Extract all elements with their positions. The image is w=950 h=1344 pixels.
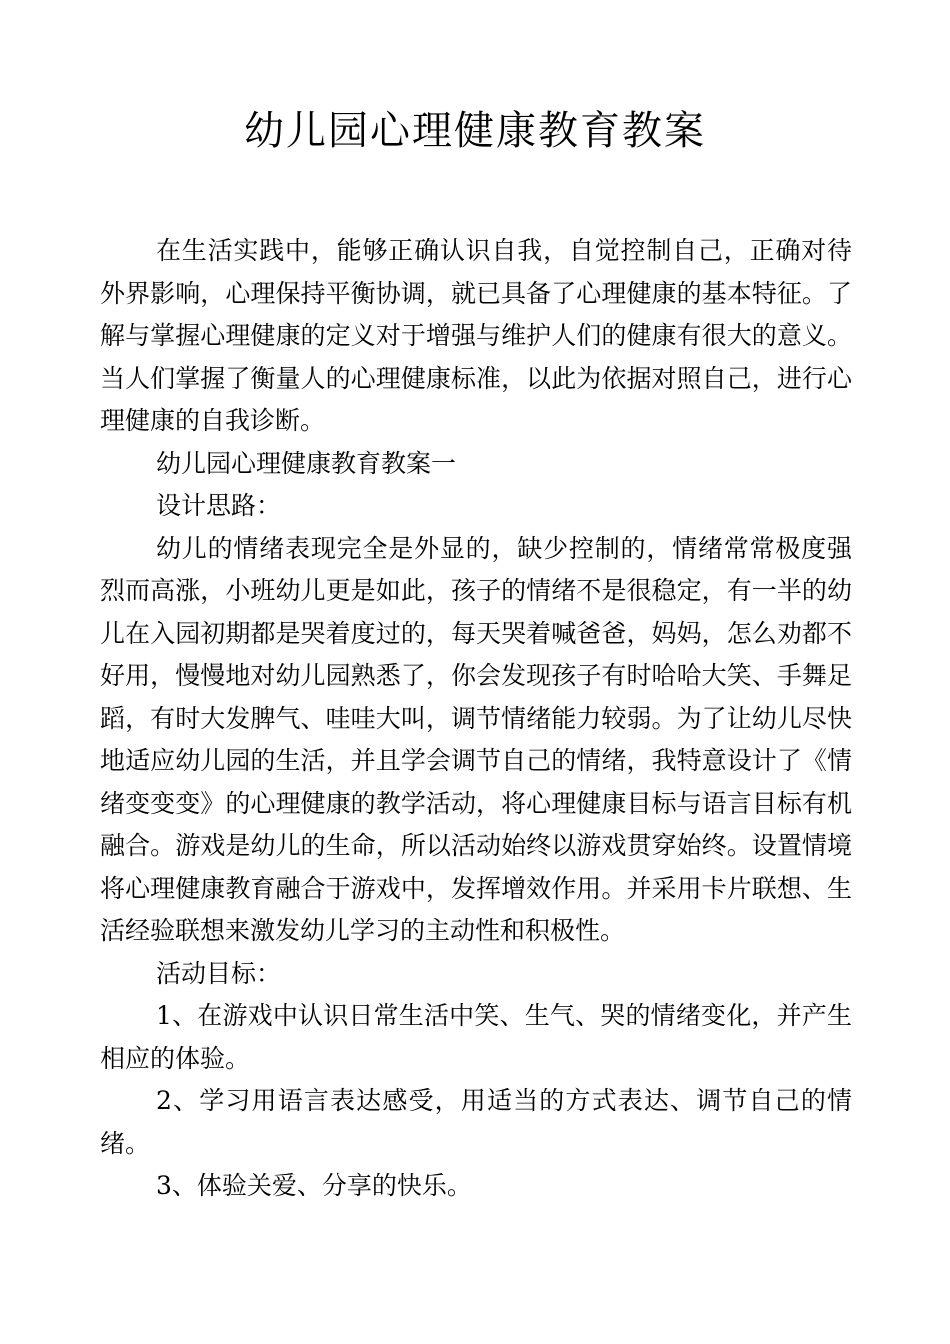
design-idea-paragraph: 幼儿的情绪表现完全是外显的，缺少控制的，情绪常常极度强烈而高涨，小班幼儿更是如此，孩子的情绪不是很稳定，有一半的幼儿在入园初期都是哭着度过的，每天哭着喊爸爸，妈妈，怎么劝都不好用，慢慢地对幼儿园熟悉了，你会发现孩子有时哈哈大笑、手舞足蹈，有时大发脾气、哇哇大叫，调节情绪能力较弱。为了让幼儿尽快地适应幼儿园的生活，并且学会调节自己的情绪，我特意设计了《情绪变变变》的心理健康的教学活动，将心理健康目标与语言目标有机融合。游戏是幼儿的生命，所以活动始终以游戏贯穿始终。设置情境将心理健康教育融合于游戏中，发挥增效作用。并采用卡片联想、生活经验联想来激发幼儿学习的主动性和积极性。 [100,533,852,945]
document-title: 幼儿园心理健康教育教案 [244,108,706,154]
goal-item-1: 1、在游戏中认识日常生活中笑、生气、哭的情绪变化，并产生相应的体验。 [100,1001,852,1073]
subheading-design-idea: 设计思路： [156,491,282,520]
section-heading-lesson-one: 幼儿园心理健康教育教案一 [156,448,457,478]
subheading-activity-goals: 活动目标： [156,958,282,988]
goal-item-2: 2、学习用语言表达感受，用适当的方式表达、调节自己的情绪。 [100,1086,852,1158]
intro-paragraph: 在生活实践中，能够正确认识自我，自觉控制自己，正确对待外界影响，心理保持平衡协调，就已具备了心理健康的基本特征。了解与掌握心理健康的定义对于增强与维护人们的健康有很大的意义。当人们掌握了衡量人的心理健康标准，以此为依据对照自己，进行心理健康的自我诊断。 [100,236,852,435]
document-body [100,230,852,1208]
goal-item-3: 3、体验关爱、分享的快乐。 [156,1171,472,1200]
